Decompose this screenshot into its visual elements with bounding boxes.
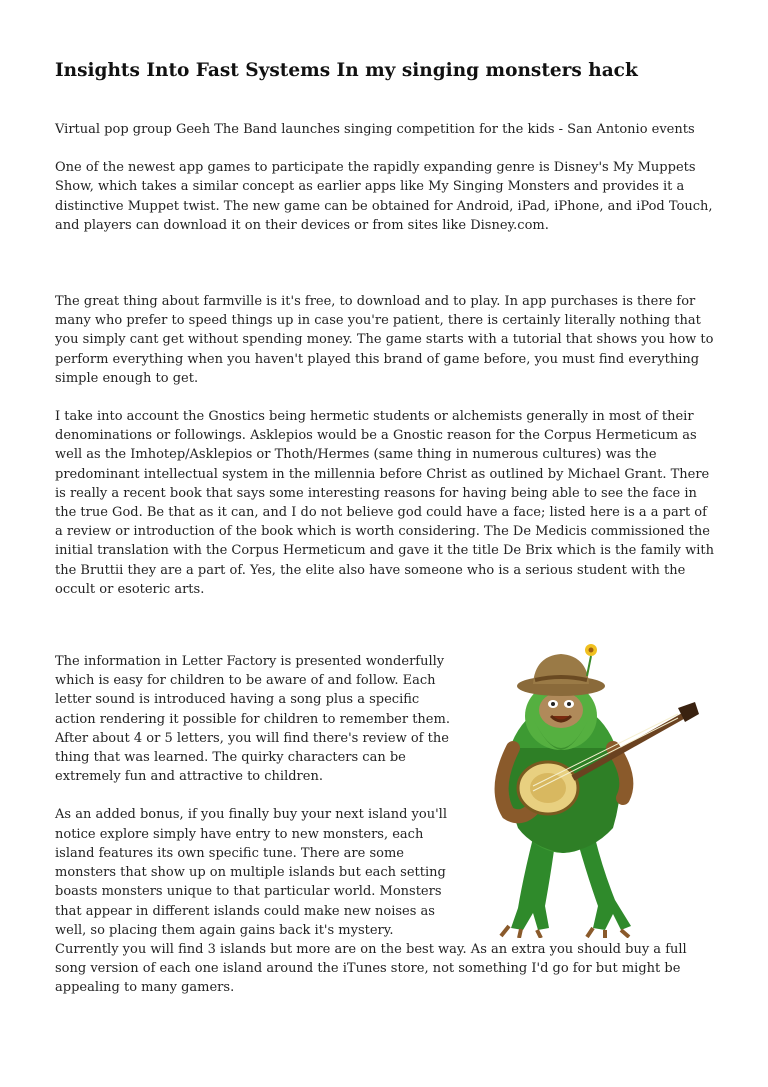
paragraph-1: One of the newest app games to participate the rapidly expanding genre is Disney's My Muppets Show, which takes a similar concept as earlier apps like My Singing Monsters and provides it a distinctive Muppet twist. The new game can be obtained for Android, iPad, iPhone, and iPod Touch, and players can download it on their devices or from sites like Disney.com. [55,160,713,233]
document-page [55,58,717,1017]
paragraph-3: I take into account the Gnostics being hermetic students or alchemists generally in most of their denominations or followings. Asklepios would be a Gnostic reason for the Corpus Hermeticum as well as the Imhotep/Asklepios or Thoth/Hermes (same thing in numerous cultures) was the predominant intellectual system in the millennia before Christ as outlined by Michael Grant. There is really a recent book that says some interesting reasons for having being able to see the face in the true God. Be that as it can, and I do not believe god could have a face; listed here is a a part of a review or introduction of the book which is worth considering. The De Medicis commissioned the initial translation with the Corpus Hermeticum and gave it the title De Brix which is the family with the Bruttii they are a part of. Yes, the elite also have someone who is a serious student with the occult or esoteric arts. [55,409,715,597]
monster-illustration-icon [463,638,713,938]
paragraph-2: The great thing about farmville is it's free, to download and to play. In app purchases is there for many who prefer to speed things up in case you're patient, there is certainly literally nothing that you simply cant get without spending money. The game starts with a tutorial that shows you how to perform everything when you haven't played this brand of game before, you must find everything simple enough to get. [55,294,714,386]
subtitle: Virtual pop group Geeh The Band launches singing competition for the kids - San Antonio events [55,122,695,137]
paragraph-4: The information in Letter Factory is presented wonderfully which is easy for children to be aware of and follow. Each letter sound is introduced having a song plus a specific action rendering it possible for children to remember them. After about 4 or 5 letters, you will find there's review of the thing that was learned. The quirky characters can be extremely fun and attractive to children. [55,654,450,785]
page-title: Insights Into Fast Systems In my singing monsters hack [55,60,638,81]
paragraph-5: As an added bonus, if you finally buy your next island you'll notice explore simply have entry to new monsters, each island features its own specific tune. There are some monsters that show up on multiple islands but each setting boasts monsters unique to that particular world. Monsters that appear in different islands could make new noises as well, so placing them again gains back it's mystery. Currently you will find 3 islands but more are on the best way. As an extra you should buy a full song version of each one island around the iTunes store, not something I'd go for but might be appealing to many gamers. [55,807,687,996]
spacer [55,254,717,292]
image-text-section [55,652,717,997]
